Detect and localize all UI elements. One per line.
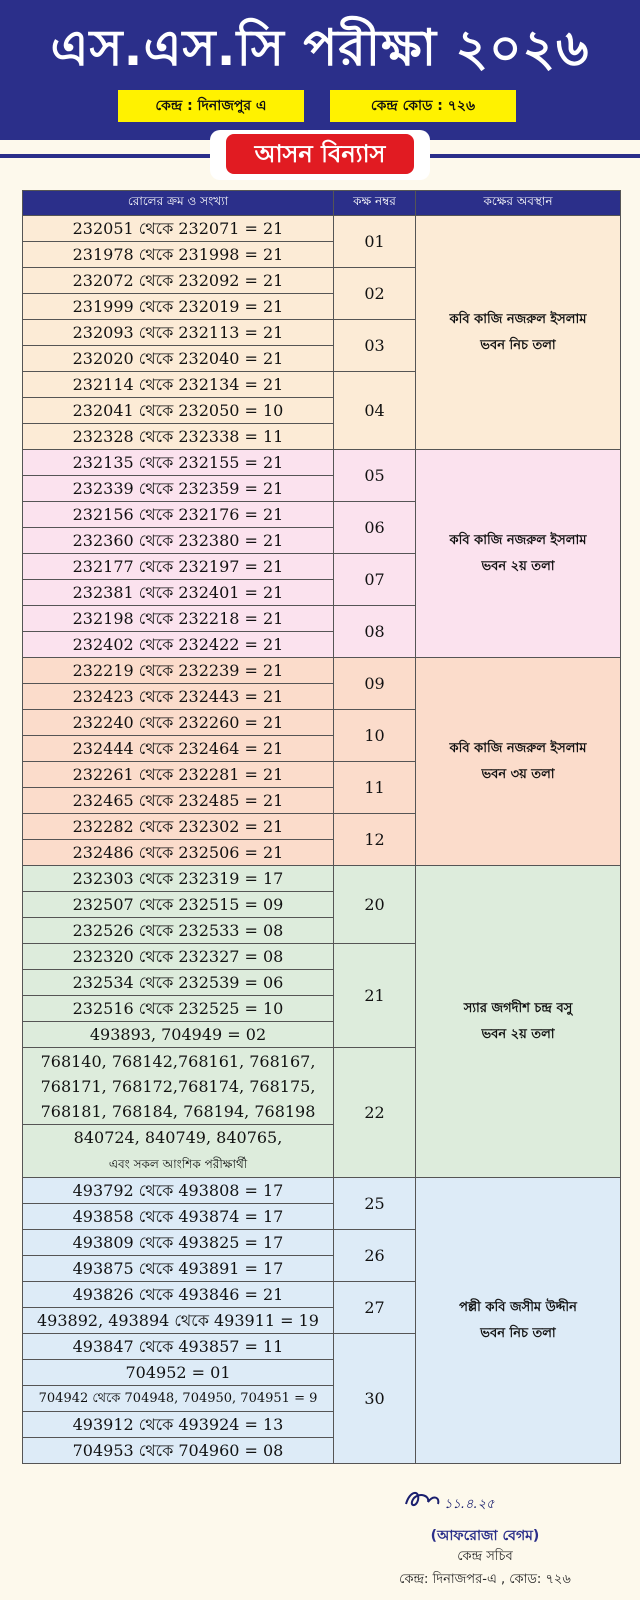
- table-row: [23, 658, 621, 684]
- location-line: ভবন ৩য় তলা: [481, 766, 555, 782]
- roll-range: 493875 থেকে 493891 = 17: [23, 1256, 334, 1282]
- roll-range: 232041 থেকে 232050 = 10: [23, 398, 334, 424]
- roll-range: 493912 থেকে 493924 = 13: [23, 1412, 334, 1438]
- room-number: 10: [334, 710, 416, 762]
- roll-range: 493892, 493894 থেকে 493911 = 19: [23, 1308, 334, 1334]
- room-location: [416, 866, 621, 1178]
- roll-range: 704953 থেকে 704960 = 08: [23, 1438, 334, 1464]
- room-number: 12: [334, 814, 416, 866]
- roll-range: 232534 থেকে 232539 = 06: [23, 970, 334, 996]
- room-location: [416, 1178, 621, 1464]
- location-line: পল্লী কবি জসীম উদ্দীন: [459, 1299, 577, 1315]
- roll-range: 232282 থেকে 232302 = 21: [23, 814, 334, 840]
- room-number: 03: [334, 320, 416, 372]
- roll-range: 232465 থেকে 232485 = 21: [23, 788, 334, 814]
- roll-range: 232020 থেকে 232040 = 21: [23, 346, 334, 372]
- room-number: 21: [334, 944, 416, 1048]
- roll-range: 493826 থেকে 493846 = 21: [23, 1282, 334, 1308]
- location-line: ভবন নিচ তলা: [480, 1325, 556, 1341]
- table-row: [23, 216, 621, 242]
- room-number: 05: [334, 450, 416, 502]
- roll-range: 231978 থেকে 231998 = 21: [23, 242, 334, 268]
- roll-list: [23, 1125, 334, 1178]
- roll-range: 232526 থেকে 232533 = 08: [23, 918, 334, 944]
- secretary-name: (আফরোজা বেগম): [430, 1528, 540, 1544]
- roll-range: 232156 থেকে 232176 = 21: [23, 502, 334, 528]
- seat-plan-table: [22, 190, 621, 1464]
- roll-range: 232402 থেকে 232422 = 21: [23, 632, 334, 658]
- secretary-role: কেন্দ্র সচিব: [457, 1549, 513, 1564]
- roll-range: 232328 থেকে 232338 = 11: [23, 424, 334, 450]
- room-location: [416, 450, 621, 658]
- room-number: 06: [334, 502, 416, 554]
- signature-date: ১১.৪.২৫: [444, 1497, 495, 1512]
- roll-range: 232219 থেকে 232239 = 21: [23, 658, 334, 684]
- room-location: [416, 216, 621, 450]
- room-number: 22: [334, 1048, 416, 1178]
- roll-range: 232303 থেকে 232319 = 17: [23, 866, 334, 892]
- center-name-badge: কেন্দ্র : দিনাজপুর এ: [118, 90, 304, 122]
- roll-range: 493858 থেকে 493874 = 17: [23, 1204, 334, 1230]
- roll-range: 493792 থেকে 493808 = 17: [23, 1178, 334, 1204]
- room-number: 04: [334, 372, 416, 450]
- column-header-rolls: রোলের ক্রম ও সংখ্যা: [23, 191, 334, 216]
- roll-range: 704942 থেকে 704948, 704950, 704951 = 9: [23, 1386, 334, 1412]
- room-number: 25: [334, 1178, 416, 1230]
- roll-range: 232381 থেকে 232401 = 21: [23, 580, 334, 606]
- roll-list-line: 768181, 768184, 768194, 768198: [40, 1101, 316, 1121]
- secretary-center: কেন্দ্র: দিনাজপর-এ , কোড: ৭২৬: [399, 1572, 571, 1587]
- roll-range: 232516 থেকে 232525 = 10: [23, 996, 334, 1022]
- roll-range: 232240 থেকে 232260 = 21: [23, 710, 334, 736]
- roll-range: 232177 থেকে 232197 = 21: [23, 554, 334, 580]
- roll-range: 232261 থেকে 232281 = 21: [23, 762, 334, 788]
- location-line: ভবন ২য় তলা: [481, 1026, 555, 1042]
- page-title: এস.এস.সি পরীক্ষা ২০২৬: [50, 19, 590, 77]
- roll-list: [23, 1048, 334, 1125]
- table-row: [23, 1178, 621, 1204]
- room-number: 27: [334, 1282, 416, 1334]
- seat-plan-badge: আসন বিন্যাস: [226, 134, 414, 174]
- location-line: কবি কাজি নজরুল ইসলাম: [449, 740, 587, 756]
- table-header-row: [23, 191, 621, 216]
- roll-range: 232486 থেকে 232506 = 21: [23, 840, 334, 866]
- roll-range: 493809 থেকে 493825 = 17: [23, 1230, 334, 1256]
- location-line: ভবন ২য় তলা: [481, 558, 555, 574]
- roll-range: 704952 = 01: [23, 1360, 334, 1386]
- room-number: 07: [334, 554, 416, 606]
- roll-range: 232198 থেকে 232218 = 21: [23, 606, 334, 632]
- room-number: 02: [334, 268, 416, 320]
- roll-range: 232051 থেকে 232071 = 21: [23, 216, 334, 242]
- location-line: স্যার জগদীশ চন্দ্র বসু: [463, 1000, 573, 1016]
- roll-range: 231999 থেকে 232019 = 21: [23, 294, 334, 320]
- roll-list-line: 768140, 768142,768161, 768167,: [40, 1051, 316, 1071]
- column-header-room: কক্ষ নম্বর: [334, 191, 416, 216]
- roll-range: 232320 থেকে 232327 = 08: [23, 944, 334, 970]
- center-code-badge: কেন্দ্র কোড : ৭২৬: [330, 90, 516, 122]
- roll-range: 232444 থেকে 232464 = 21: [23, 736, 334, 762]
- room-number: 26: [334, 1230, 416, 1282]
- room-number: 30: [334, 1334, 416, 1464]
- roll-range: 493847 থেকে 493857 = 11: [23, 1334, 334, 1360]
- location-line: কবি কাজি নজরুল ইসলাম: [449, 311, 587, 327]
- room-location: [416, 658, 621, 866]
- roll-range: 232072 থেকে 232092 = 21: [23, 268, 334, 294]
- table-row: [23, 866, 621, 892]
- roll-range: 232360 থেকে 232380 = 21: [23, 528, 334, 554]
- roll-list-note: এবং সকল আংশিক পরীক্ষার্থী: [108, 1157, 248, 1171]
- room-number: 01: [334, 216, 416, 268]
- column-header-location: কক্ষের অবস্থান: [416, 191, 621, 216]
- roll-range: 232423 থেকে 232443 = 21: [23, 684, 334, 710]
- signature-image: [400, 1486, 530, 1514]
- room-number: 11: [334, 762, 416, 814]
- room-number: 08: [334, 606, 416, 658]
- room-number: 09: [334, 658, 416, 710]
- location-line: কবি কাজি নজরুল ইসলাম: [449, 532, 587, 548]
- roll-range: 232339 থেকে 232359 = 21: [23, 476, 334, 502]
- roll-list-line: 768171, 768172,768174, 768175,: [40, 1076, 316, 1096]
- roll-list-line: 840724, 840749, 840765,: [73, 1128, 283, 1147]
- table-row: [23, 450, 621, 476]
- roll-range: 232093 থেকে 232113 = 21: [23, 320, 334, 346]
- roll-range: 493893, 704949 = 02: [23, 1022, 334, 1048]
- roll-range: 232135 থেকে 232155 = 21: [23, 450, 334, 476]
- roll-range: 232114 থেকে 232134 = 21: [23, 372, 334, 398]
- roll-range: 232507 থেকে 232515 = 09: [23, 892, 334, 918]
- room-number: 20: [334, 866, 416, 944]
- location-line: ভবন নিচ তলা: [480, 337, 556, 353]
